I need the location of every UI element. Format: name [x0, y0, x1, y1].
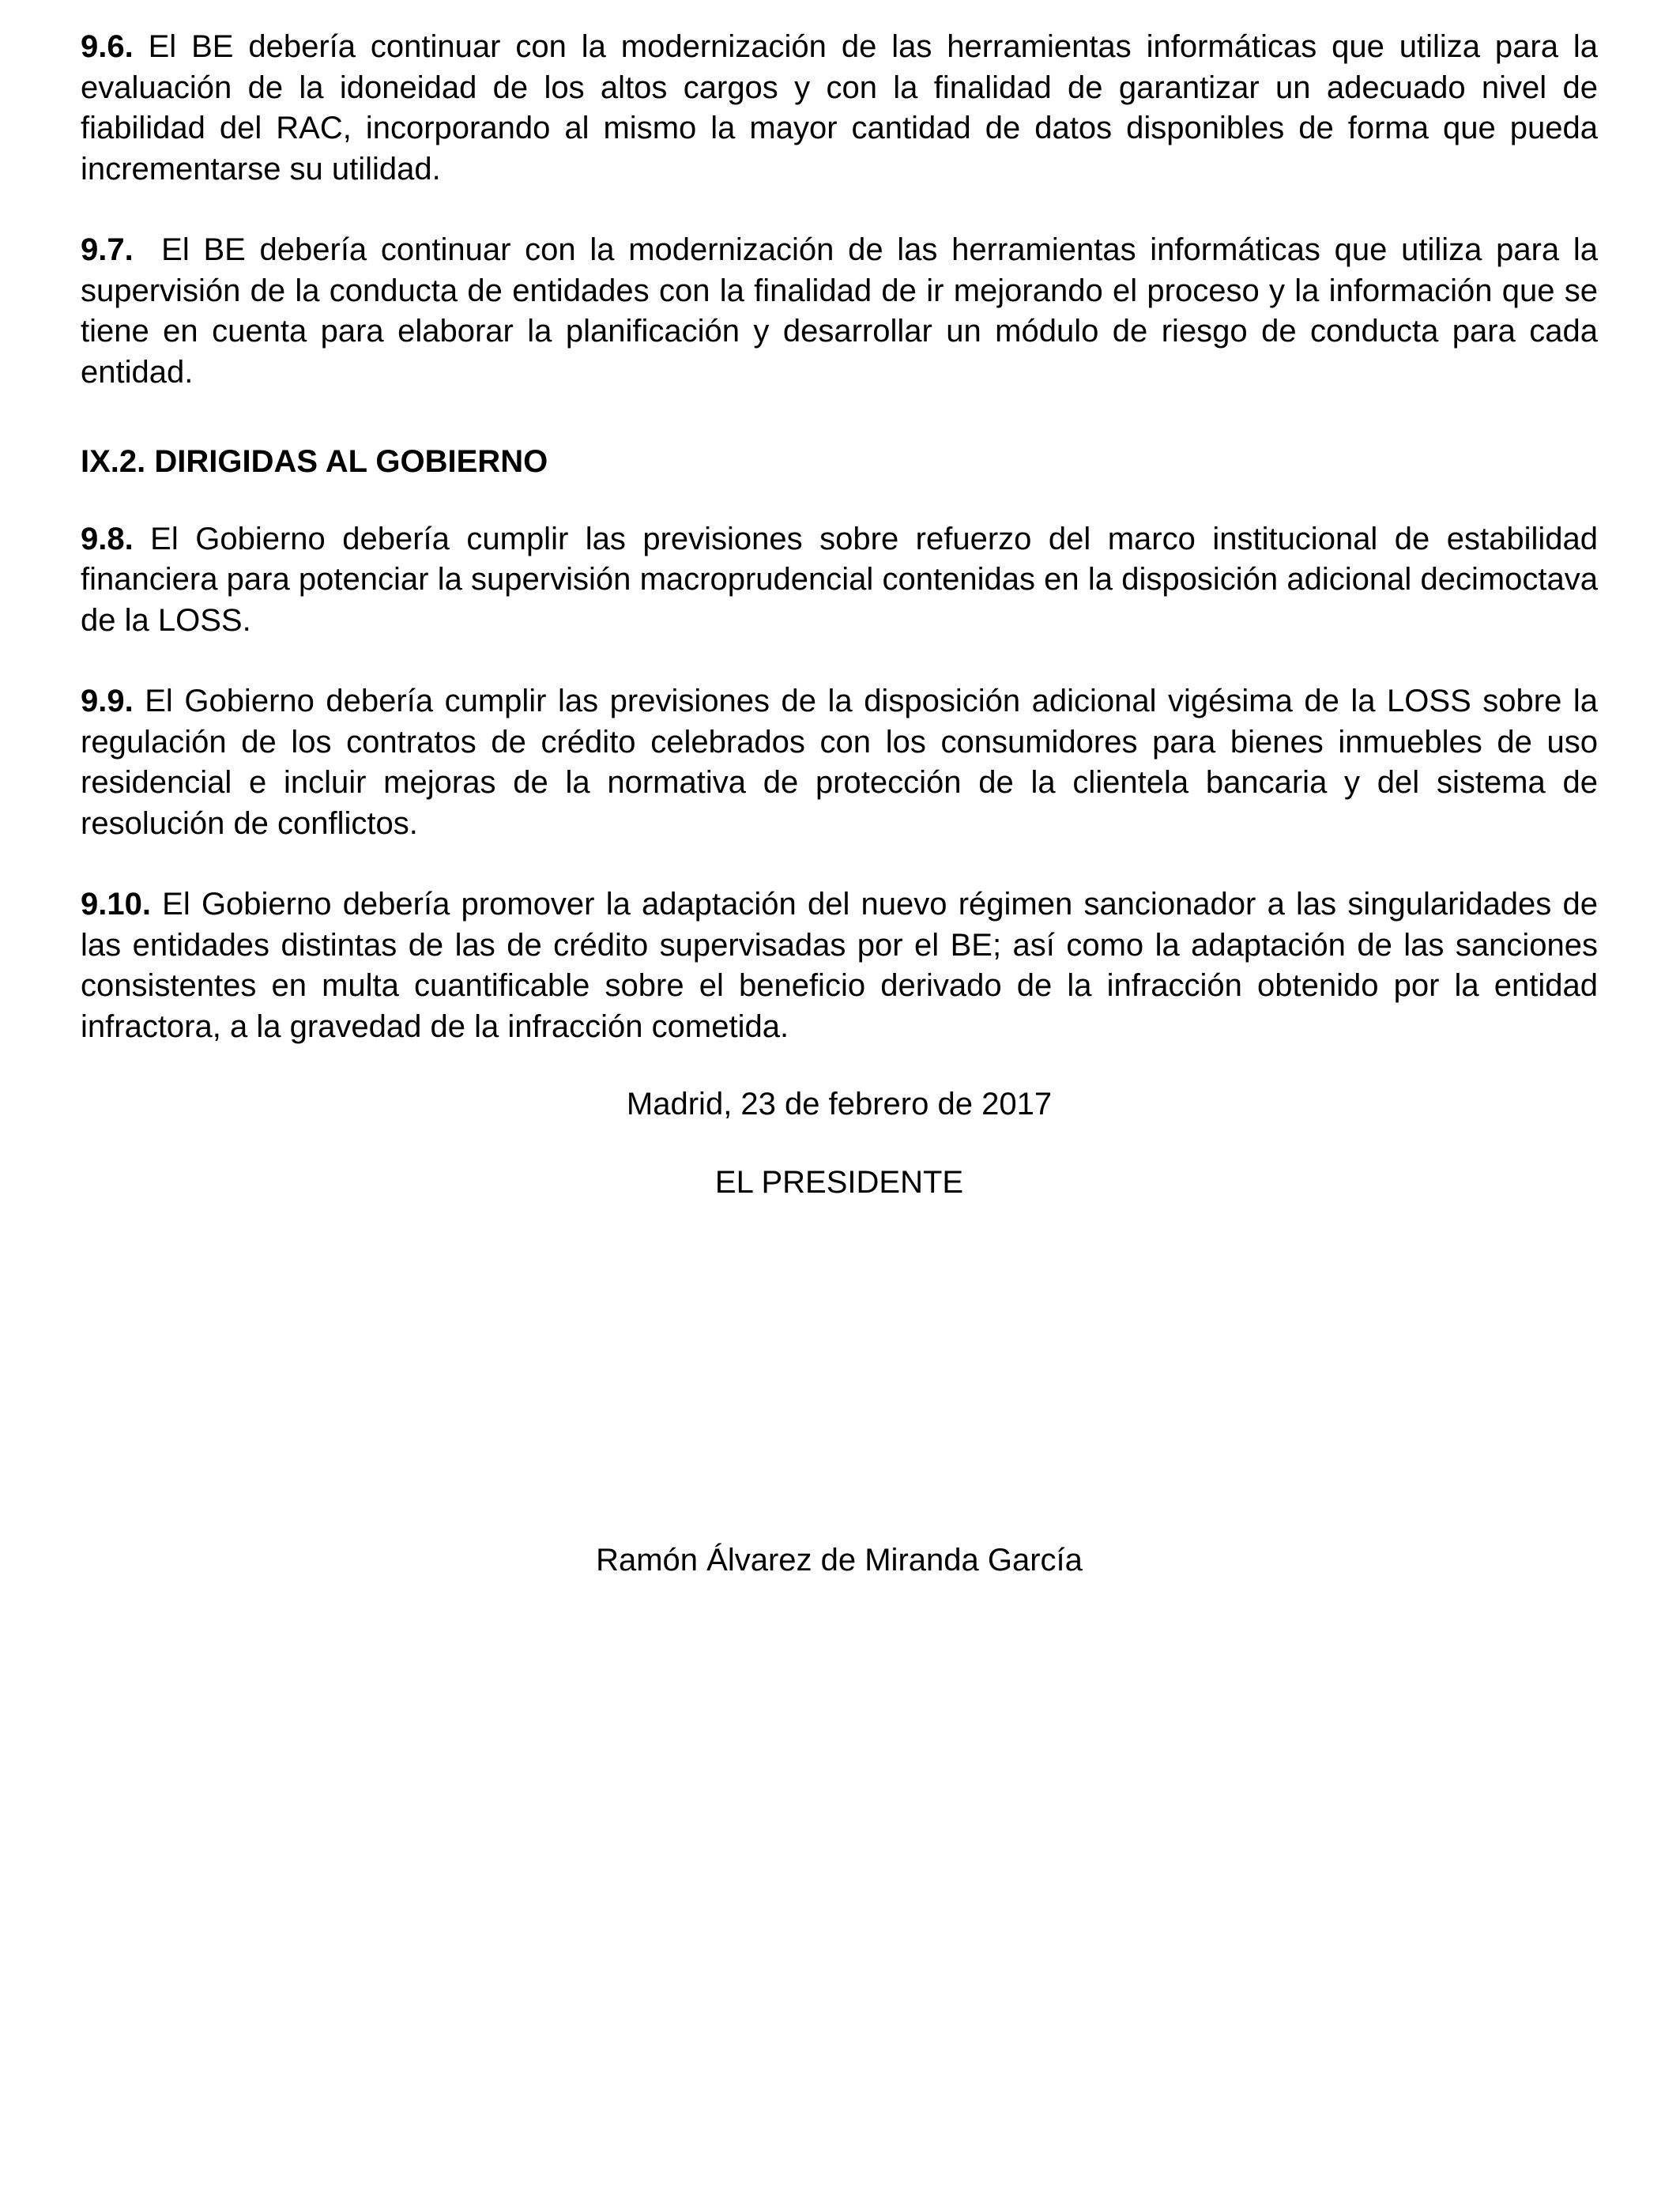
paragraph-number: 9.9. — [81, 684, 134, 718]
paragraph-9-8 — [81, 519, 1598, 642]
paragraph-number: 9.6. — [81, 29, 134, 64]
paragraph-9-7 — [81, 230, 1607, 393]
paragraph-text: El Gobierno debería promover la adaptación del nuevo régimen sancionador a las singularidades de las entidades distintas de las de crédito supervisadas por el BE; así como la adaptación de las sanciones consistentes en multa cuantificable sobre el beneficio derivado de la infracción obtenido por la entidad infractora, a la gravedad de la infracción cometida. — [81, 887, 1598, 1044]
signatory-name: Ramón Álvarez de Miranda García — [596, 1543, 1083, 1578]
paragraph-text: El Gobierno debería cumplir las previsiones sobre refuerzo del marco institucional de estabilidad financiera para potenciar la supervisión macroprudencial contenidas en la disposición adicional decimoctava de la LOSS. — [81, 521, 1598, 638]
closing-role: EL PRESIDENTE — [714, 1164, 964, 1200]
paragraph-text: El Gobierno debería cumplir las previsiones de la disposición adicional vigésima de la LOSS sobre la regulación de los contratos de crédito celebrados con los consumidores para bienes inmuebles de uso residencial e incluir mejoras de la normativa de protección de la clientela bancaria y del sistema de resolución de conflictos. — [81, 684, 1598, 841]
paragraph-9-6 — [81, 27, 1598, 190]
paragraph-text: El BE debería continuar con la modernización de las herramientas informáticas que utiliza para la supervisión de la conducta de entidades con la finalidad de ir mejorando el proceso y la información que se tiene en cuenta para elaborar la planificación y desarrollar un módulo de riesgo de conducta para cada entidad. — [81, 232, 1607, 390]
document-page — [81, 27, 1607, 1581]
section-heading: IX.2. DIRIGIDAS AL GOBIERNO — [81, 444, 548, 479]
paragraph-9-9 — [81, 681, 1598, 844]
paragraph-number: 9.8. — [81, 521, 134, 556]
paragraph-9-10 — [81, 884, 1598, 1047]
paragraph-text: El BE debería continuar con la modernización de las herramientas informáticas que utiliza para la evaluación de la idoneidad de los altos cargos y con la finalidad de garantizar un adecuado nivel de fiabilidad del RAC, incorporando al mismo la mayor cantidad de datos disponibles de forma que pueda incrementarse su utilidad. — [81, 29, 1598, 187]
paragraph-number: 9.10. — [81, 887, 151, 922]
closing-date: Madrid, 23 de febrero de 2017 — [626, 1087, 1053, 1122]
paragraph-number: 9.7. — [81, 232, 134, 267]
